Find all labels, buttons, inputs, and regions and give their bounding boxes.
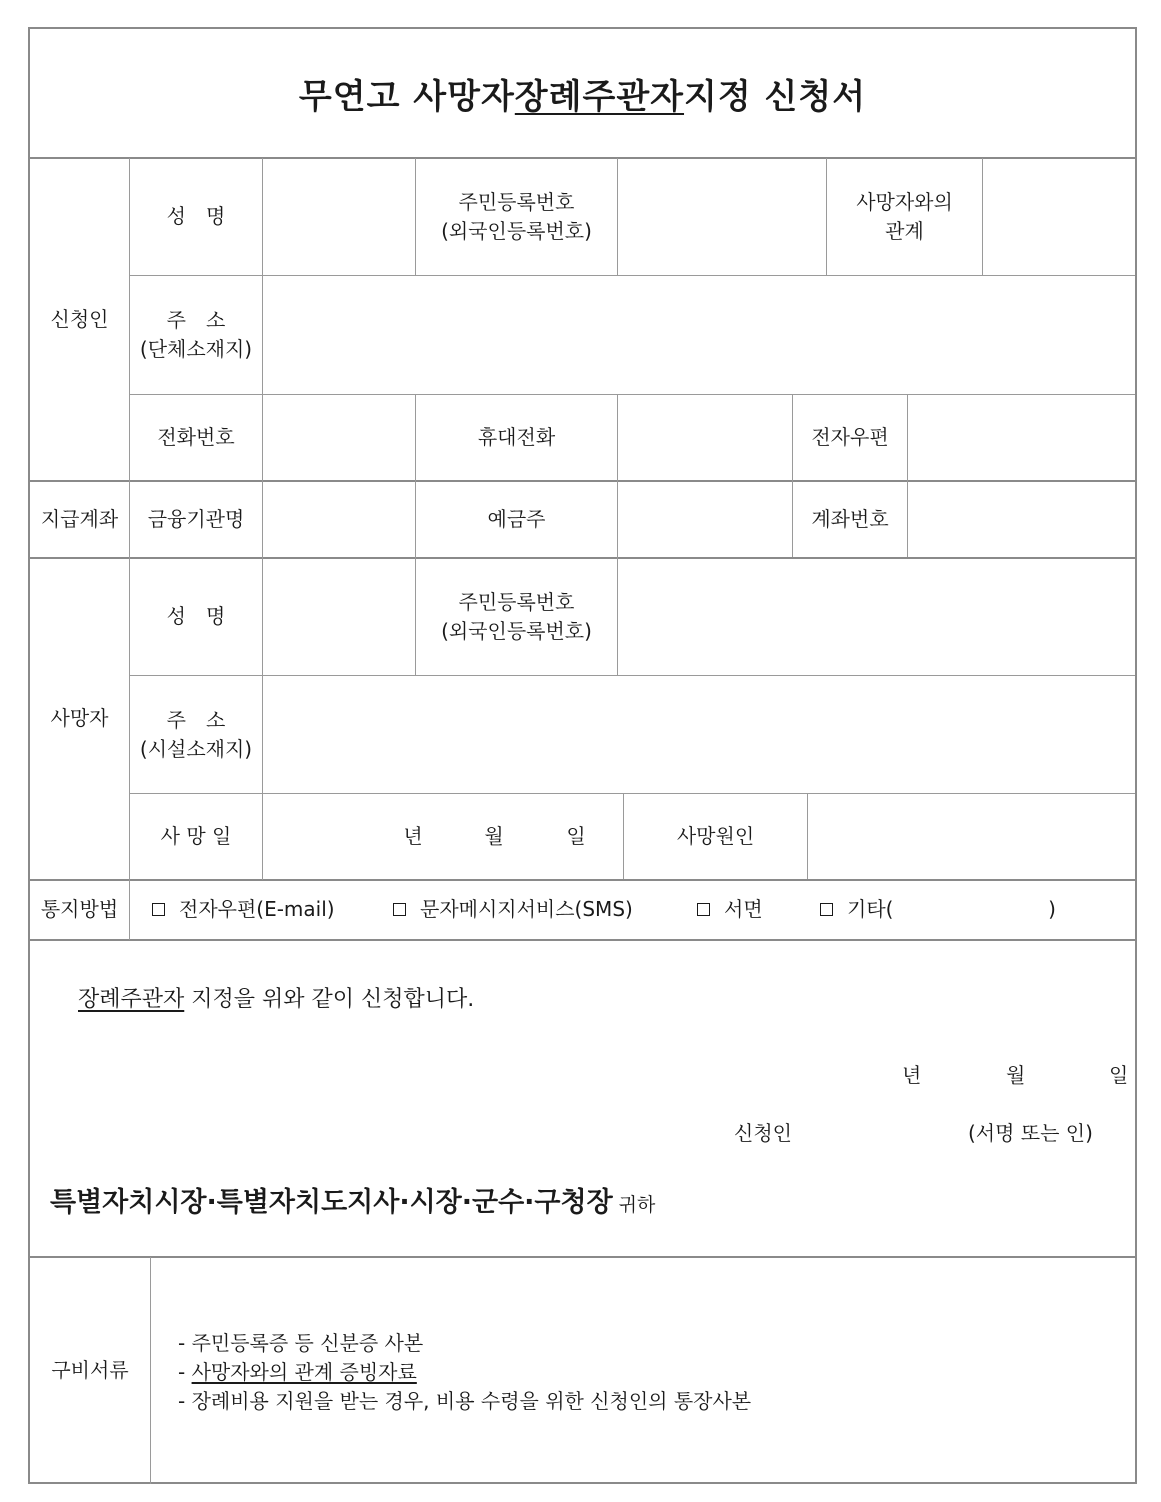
deceased-address-label-line2: (시설소재지)	[139, 736, 253, 761]
title-underlined: 장례주관자	[514, 76, 685, 117]
addressee	[50, 1180, 655, 1219]
divider	[30, 1256, 1135, 1258]
notify-letter-label: 서면	[724, 897, 763, 921]
applicant-name-field[interactable]	[263, 158, 415, 275]
applicant-email-label: 전자우편	[811, 425, 889, 449]
notify-sms-label: 문자메시지서비스(SMS)	[420, 897, 633, 921]
deceased-rrn-label	[416, 558, 617, 675]
checkbox-icon[interactable]	[152, 903, 165, 916]
deceased-address-field[interactable]	[263, 676, 1135, 793]
addressee-name: 특별자치시장·특별자치도지사·시장·군수·구청장	[50, 1187, 613, 1218]
applicant-relation-label-line2: 관계	[885, 218, 924, 243]
deceased-rrn-label-line2: (외국인등록번호)	[441, 618, 592, 643]
applicant-address-label	[130, 276, 262, 394]
deceased-name-field[interactable]	[263, 558, 415, 675]
declaration-day: 일	[1109, 1063, 1129, 1087]
account-bank-field[interactable]	[263, 481, 415, 557]
applicant-mobile-label: 휴대전화	[477, 425, 556, 449]
applicant-relation-label-line1: 사망자와의	[856, 189, 953, 214]
deceased-section-label: 사망자	[50, 706, 109, 730]
notify-other-label: 기타(	[847, 897, 894, 921]
applicant-address-label-line1: 주 소	[166, 308, 226, 332]
notify-letter-option[interactable]	[697, 880, 807, 939]
applicant-section-label: 신청인	[50, 306, 109, 331]
documents-item: - 장례비용 지원을 받는 경우, 비용 수령을 위한 신청인의 통장사본	[178, 1389, 752, 1413]
applicant-rrn-field[interactable]	[618, 158, 826, 275]
deceased-rrn-label-line1: 주민등록번호	[458, 589, 575, 614]
death-date-month: 월	[484, 824, 504, 848]
checkbox-icon[interactable]	[697, 903, 710, 916]
declaration-text	[78, 982, 474, 1013]
applicant-rrn-label	[416, 158, 617, 275]
declaration-signature-label: (서명 또는 인)	[968, 1121, 1093, 1145]
account-number-label: 계좌번호	[811, 506, 889, 531]
documents-item: - 주민등록증 등 신분증 사본	[178, 1331, 424, 1355]
notification-section-label: 통지방법	[40, 897, 119, 921]
death-date-year: 년	[403, 824, 423, 848]
deceased-rrn-field[interactable]	[618, 558, 1135, 675]
documents-item-prefix: -	[178, 1360, 192, 1384]
application-form	[28, 27, 1137, 1484]
documents-item-underlined: 사망자와의 관계 증빙자료	[191, 1360, 417, 1384]
account-holder-field[interactable]	[618, 481, 792, 557]
checkbox-icon[interactable]	[393, 903, 406, 916]
applicant-address-field[interactable]	[263, 276, 1135, 394]
death-cause-label: 사망원인	[676, 824, 755, 848]
death-cause-field[interactable]	[808, 794, 1135, 879]
notify-email-label: 전자우편(E-mail)	[179, 897, 335, 921]
applicant-rrn-label-line2: (외국인등록번호)	[441, 218, 592, 243]
declaration-applicant-label: 신청인	[734, 1121, 792, 1145]
account-section-label: 지급계좌	[40, 506, 119, 531]
applicant-phone-field[interactable]	[263, 395, 415, 480]
declaration-month: 월	[1006, 1063, 1026, 1087]
applicant-address-label-line2: (단체소재지)	[139, 337, 253, 361]
documents-item	[178, 1358, 751, 1387]
documents-section-label: 구비서류	[51, 1358, 129, 1382]
applicant-email-field[interactable]	[908, 395, 1135, 480]
applicant-relation-label	[827, 158, 982, 275]
title-suffix: 지정 신청서	[684, 76, 867, 117]
applicant-relation-field[interactable]	[983, 158, 1135, 275]
account-number-field[interactable]	[908, 481, 1135, 557]
divider	[150, 1257, 151, 1484]
deceased-name-label: 성 명	[166, 604, 226, 628]
deceased-address-label-line1: 주 소	[166, 707, 226, 732]
applicant-name-label: 성 명	[166, 204, 226, 228]
checkbox-icon[interactable]	[820, 903, 833, 916]
applicant-rrn-label-line1: 주민등록번호	[458, 189, 575, 214]
form-title	[30, 29, 1135, 157]
notify-email-option[interactable]	[152, 880, 392, 939]
notify-other-close: )	[1048, 897, 1056, 921]
addressee-suffix: 귀하	[618, 1194, 656, 1216]
declaration-underlined: 장례주관자	[78, 987, 185, 1012]
deceased-address-label	[130, 676, 262, 793]
declaration-year: 년	[902, 1063, 922, 1087]
applicant-phone-label: 전화번호	[157, 425, 235, 449]
documents-list	[178, 1329, 751, 1416]
title-prefix: 무연고 사망자	[298, 76, 515, 117]
account-bank-label: 금융기관명	[147, 506, 245, 531]
divider	[30, 939, 1135, 941]
declaration-rest: 지정을 위와 같이 신청합니다.	[184, 987, 475, 1012]
notify-sms-option[interactable]	[393, 880, 693, 939]
notify-other-option[interactable]	[820, 880, 940, 939]
account-holder-label: 예금주	[487, 506, 546, 531]
death-date-day: 일	[566, 824, 586, 848]
death-date-label: 사 망 일	[160, 824, 232, 848]
applicant-mobile-field[interactable]	[618, 395, 792, 480]
